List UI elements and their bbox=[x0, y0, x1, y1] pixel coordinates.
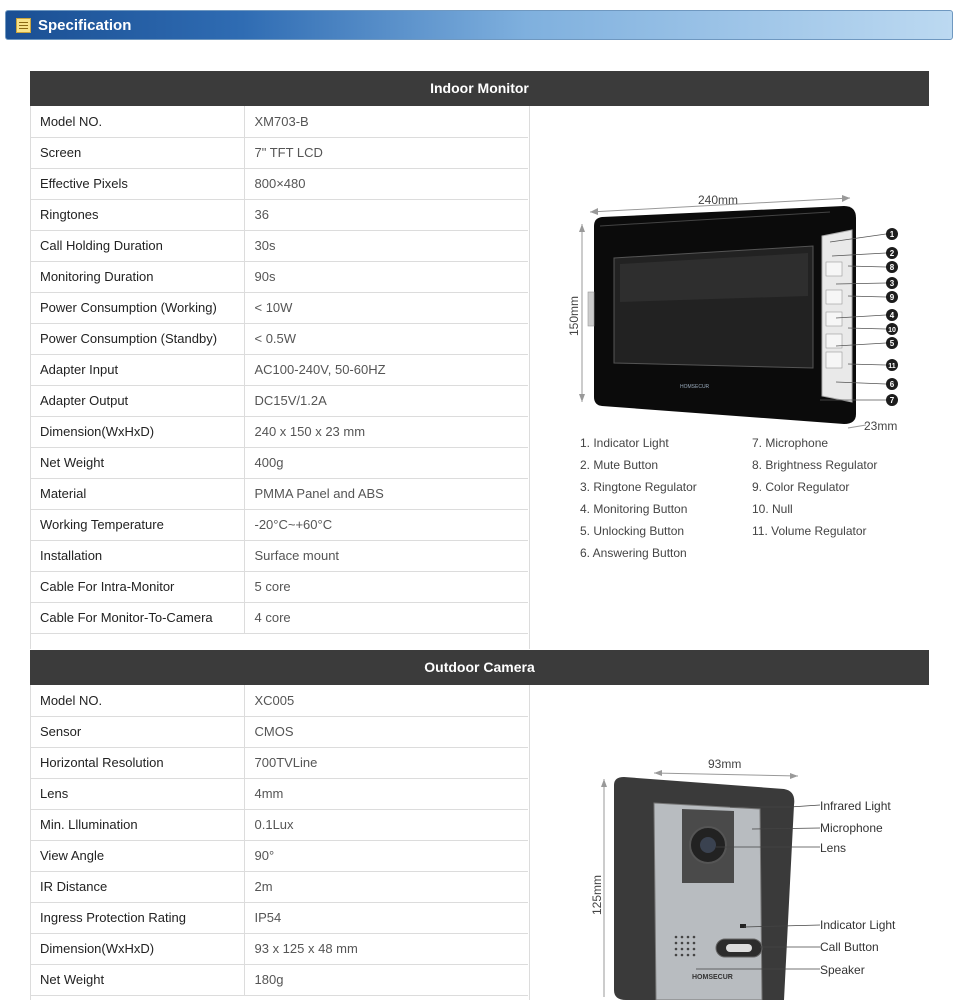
document-icon bbox=[16, 18, 31, 33]
spec-label: Monitoring Duration bbox=[30, 261, 244, 292]
callout-badge bbox=[886, 247, 898, 259]
table-row bbox=[30, 168, 528, 199]
spec-label: Installation bbox=[30, 540, 244, 571]
banner-title: Specification bbox=[38, 17, 132, 34]
table-row bbox=[30, 933, 528, 964]
spec-label: Adapter Input bbox=[30, 354, 244, 385]
callout-number: 4 bbox=[889, 311, 895, 320]
callout-badge bbox=[886, 337, 898, 349]
spec-label: Model NO. bbox=[30, 685, 244, 716]
legend-item: 8. Brightness Regulator bbox=[752, 458, 878, 472]
spec-value: CMOS bbox=[244, 716, 528, 747]
spec-label: Material bbox=[30, 478, 244, 509]
monitor-brand: HOMSECUR bbox=[680, 384, 710, 390]
spec-value: 7" TFT LCD bbox=[244, 137, 528, 168]
indoor-legend-right bbox=[752, 432, 877, 542]
spec-label: Dimension(WxHxD) bbox=[30, 416, 244, 447]
spec-value: Surface mount bbox=[244, 540, 528, 571]
outdoor-width-label: 93mm bbox=[708, 757, 742, 771]
camera-part-label: Infrared Light bbox=[820, 799, 891, 813]
table-row bbox=[30, 964, 528, 995]
spec-value: XM703-B bbox=[244, 106, 528, 137]
camera-brand: HOMSECUR bbox=[692, 974, 733, 981]
callout-badge bbox=[886, 277, 898, 289]
outdoor-camera-image-panel bbox=[529, 685, 930, 1000]
spec-label: Ingress Protection Rating bbox=[30, 902, 244, 933]
spec-value: IP54 bbox=[244, 902, 528, 933]
legend-item: 10. Null bbox=[752, 502, 793, 516]
spec-value: 4mm bbox=[244, 778, 528, 809]
callout-number: 10 bbox=[888, 327, 896, 334]
table-row bbox=[30, 540, 528, 571]
spec-value: 240 x 150 x 23 mm bbox=[244, 416, 528, 447]
table-row bbox=[30, 509, 528, 540]
legend-item: 5. Unlocking Button bbox=[580, 524, 685, 538]
indoor-width-label: 240mm bbox=[698, 193, 739, 207]
table-row bbox=[30, 447, 528, 478]
callout-number: 9 bbox=[889, 293, 895, 302]
callout-badge bbox=[886, 228, 898, 240]
outdoor-camera-diagram bbox=[530, 685, 930, 1000]
table-row bbox=[30, 602, 528, 633]
spec-value: -20°C~+60°C bbox=[244, 509, 528, 540]
outdoor-height-label: 125mm bbox=[590, 874, 604, 915]
table-row bbox=[30, 809, 528, 840]
table-row bbox=[30, 385, 528, 416]
spec-label: Working Temperature bbox=[30, 509, 244, 540]
spec-value: XC005 bbox=[244, 685, 528, 716]
callout-number: 5 bbox=[889, 339, 895, 348]
indoor-spec-table bbox=[30, 106, 528, 634]
camera-part-label: Call Button bbox=[820, 940, 879, 954]
spec-label: Effective Pixels bbox=[30, 168, 244, 199]
spec-value: 90° bbox=[244, 840, 528, 871]
table-row bbox=[30, 199, 528, 230]
table-row bbox=[30, 685, 528, 716]
callout-badge bbox=[886, 323, 898, 335]
spec-label: Horizontal Resolution bbox=[30, 747, 244, 778]
indoor-monitor-image-panel bbox=[529, 106, 930, 649]
spec-label: Net Weight bbox=[30, 447, 244, 478]
spec-label: Min. Lllumination bbox=[30, 809, 244, 840]
spec-value: 700TVLine bbox=[244, 747, 528, 778]
spec-label: IR Distance bbox=[30, 871, 244, 902]
table-row bbox=[30, 261, 528, 292]
table-row bbox=[30, 230, 528, 261]
spec-label: Cable For Monitor-To-Camera bbox=[30, 602, 244, 633]
legend-item: 1. Indicator Light bbox=[580, 436, 669, 450]
spec-value: 2m bbox=[244, 871, 528, 902]
spec-label: Net Weight bbox=[30, 964, 244, 995]
spec-value: 5 core bbox=[244, 571, 528, 602]
callout-badge bbox=[886, 291, 898, 303]
spec-value: 4 core bbox=[244, 602, 528, 633]
table-row bbox=[30, 106, 528, 137]
callout-badge bbox=[886, 359, 898, 371]
camera-part-label: Indicator Light bbox=[820, 918, 896, 932]
callout-number: 3 bbox=[889, 279, 895, 288]
spec-label: Dimension(WxHxD) bbox=[30, 933, 244, 964]
table-row bbox=[30, 747, 528, 778]
spec-label: Adapter Output bbox=[30, 385, 244, 416]
spec-label: Cable For Intra-Monitor bbox=[30, 571, 244, 602]
specification-banner bbox=[5, 10, 953, 40]
table-row bbox=[30, 323, 528, 354]
callout-number: 11 bbox=[888, 363, 896, 370]
spec-label: Lens bbox=[30, 778, 244, 809]
spec-value: 30s bbox=[244, 230, 528, 261]
callout-number: 1 bbox=[889, 230, 895, 239]
spec-label: Sensor bbox=[30, 716, 244, 747]
legend-item: 7. Microphone bbox=[752, 436, 829, 450]
legend-item: 4. Monitoring Button bbox=[580, 502, 688, 516]
table-row bbox=[30, 871, 528, 902]
spec-label: Ringtones bbox=[30, 199, 244, 230]
spec-value: 180g bbox=[244, 964, 528, 995]
table-row bbox=[30, 137, 528, 168]
table-row bbox=[30, 416, 528, 447]
spec-value: 93 x 125 x 48 mm bbox=[244, 933, 528, 964]
callout-badge bbox=[886, 378, 898, 390]
spec-label: View Angle bbox=[30, 840, 244, 871]
table-row bbox=[30, 571, 528, 602]
table-row bbox=[30, 778, 528, 809]
spec-value: < 10W bbox=[244, 292, 528, 323]
callout-badge bbox=[886, 261, 898, 273]
outdoor-spec-table bbox=[30, 685, 528, 996]
table-row bbox=[30, 716, 528, 747]
outdoor-camera-heading: Outdoor Camera bbox=[30, 650, 929, 685]
spec-label: Call Holding Duration bbox=[30, 230, 244, 261]
indoor-monitor-diagram bbox=[530, 106, 930, 649]
spec-label: Screen bbox=[30, 137, 244, 168]
camera-part-label: Lens bbox=[820, 841, 847, 855]
spec-value: AC100-240V, 50-60HZ bbox=[244, 354, 528, 385]
spec-value: < 0.5W bbox=[244, 323, 528, 354]
spec-value: 0.1Lux bbox=[244, 809, 528, 840]
callout-number: 2 bbox=[889, 249, 895, 258]
spec-value: DC15V/1.2A bbox=[244, 385, 528, 416]
spec-value: PMMA Panel and ABS bbox=[244, 478, 528, 509]
table-row bbox=[30, 840, 528, 871]
table-row bbox=[30, 292, 528, 323]
spec-value: 90s bbox=[244, 261, 528, 292]
indoor-legend-left bbox=[580, 432, 697, 564]
spec-label: Power Consumption (Working) bbox=[30, 292, 244, 323]
indoor-depth-label: 23mm bbox=[864, 419, 898, 433]
callout-number: 8 bbox=[889, 263, 895, 272]
callout-number: 6 bbox=[889, 380, 895, 389]
spec-label: Power Consumption (Standby) bbox=[30, 323, 244, 354]
table-row bbox=[30, 902, 528, 933]
legend-item: 6. Answering Button bbox=[580, 546, 687, 560]
callout-number: 7 bbox=[889, 396, 895, 405]
indoor-monitor-heading: Indoor Monitor bbox=[30, 71, 929, 106]
spec-value: 800×480 bbox=[244, 168, 528, 199]
indoor-height-label: 150mm bbox=[567, 295, 581, 336]
spec-label: Model NO. bbox=[30, 106, 244, 137]
legend-item: 2. Mute Button bbox=[580, 458, 659, 472]
callout-badge bbox=[886, 394, 898, 406]
callout-badge bbox=[886, 309, 898, 321]
legend-item: 3. Ringtone Regulator bbox=[580, 480, 697, 494]
spec-value: 400g bbox=[244, 447, 528, 478]
table-row bbox=[30, 354, 528, 385]
legend-item: 9. Color Regulator bbox=[752, 480, 850, 494]
camera-part-label: Microphone bbox=[820, 821, 883, 835]
table-row bbox=[30, 478, 528, 509]
legend-item: 11. Volume Regulator bbox=[752, 524, 867, 538]
camera-part-label: Speaker bbox=[820, 963, 865, 977]
spec-value: 36 bbox=[244, 199, 528, 230]
